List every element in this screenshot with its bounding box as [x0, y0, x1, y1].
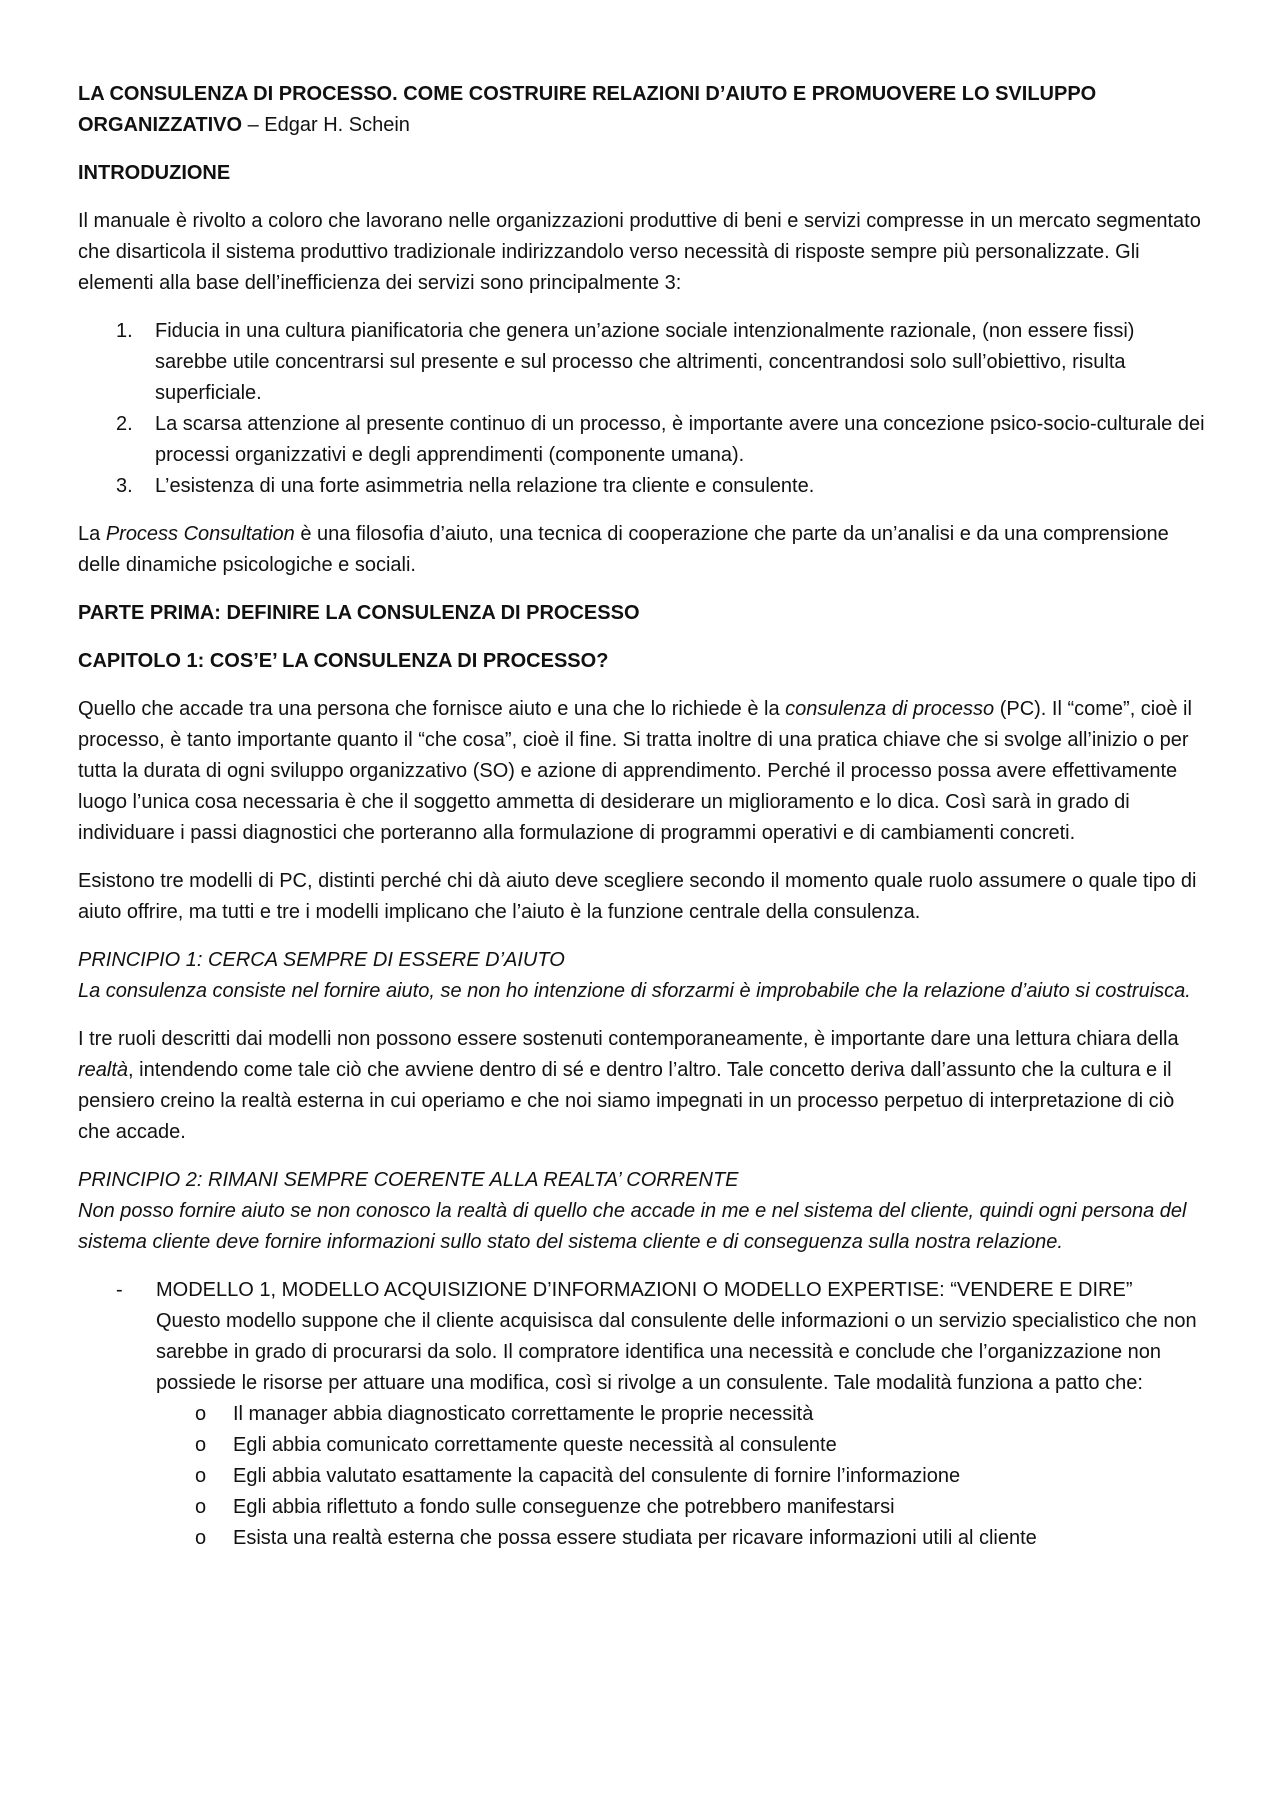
- principle-2-title: PRINCIPIO 2: RIMANI SEMPRE COERENTE ALLA REALTA’ CORRENTE: [78, 1169, 739, 1191]
- heading-parte-prima: PARTE PRIMA: DEFINIRE LA CONSULENZA DI PROCESSO: [78, 602, 640, 624]
- circle-bullet-icon: o: [195, 1434, 207, 1456]
- list-number: 3.: [116, 475, 133, 497]
- condition-item: [156, 1430, 1208, 1461]
- heading-introduzione: INTRODUZIONE: [78, 162, 231, 184]
- realta-term: realtà: [78, 1059, 129, 1081]
- condition-item: [156, 1399, 1208, 1430]
- list-item: [78, 471, 1208, 502]
- model-1-title: MODELLO 1, MODELLO ACQUISIZIONE D’INFORMAZIONI O MODELLO EXPERTISE: “VENDERE E DIRE”: [156, 1279, 1133, 1301]
- model-1-text: Questo modello suppone che il cliente acquisisca dal consulente delle informazioni o un servizio specialistico che non sarebbe in grado di procurarsi da solo. Il compratore identifica una necessità e conclude che l’organizzazione non possiede le risorse per attuare una modifica, così si rivolge a un consulente. Tale modalità funziona a patto che:: [156, 1310, 1197, 1394]
- principle-1: [78, 945, 1208, 1007]
- text-run: è una filosofia d’aiuto, una tecnica di cooperazione che parte da un’analisi e da una comprensione delle dinamiche psicologiche e sociali.: [78, 523, 1169, 576]
- conditions-list: [156, 1399, 1208, 1554]
- models-list: [78, 1275, 1208, 1554]
- text-run: , intendendo come tale ciò che avviene dentro di sé e dentro l’altro. Tale concetto deriva dall’assunto che la cultura e il pensiero creino la realtà esterna in cui operiamo e che noi siamo impegnati in un processo perpetuo di interpretazione di ciò che accade.: [78, 1059, 1175, 1143]
- inefficiency-list: [78, 316, 1208, 502]
- condition-item: [156, 1461, 1208, 1492]
- list-item: [78, 409, 1208, 471]
- chapter-paragraph-1: [78, 694, 1208, 849]
- text-run: (PC). Il “come”, cioè il processo, è tanto importante quanto il “che cosa”, cioè il fine. Si tratta inoltre di una pratica chiave che si svolge all’inizio o per tutta la durata di ogni sviluppo organizzativo (SO) e azione di apprendimento. Perché il processo possa avere effettivamente luogo l’unica cosa necessaria è che il soggetto ammetta di desiderare un miglioramento e lo dica. Così sarà in grado di individuare i passi diagnostici che porteranno alla formulazione di programmi operativi e di cambiamenti concreti.: [78, 698, 1192, 844]
- list-item-text: La scarsa attenzione al presente continuo di un processo, è importante avere una concezione psico-socio-culturale dei processi organizzativi e degli apprendimenti (componente umana).: [155, 413, 1205, 466]
- condition-text: Egli abbia comunicato correttamente queste necessità al consulente: [233, 1434, 837, 1456]
- process-consultation-term: Process Consultation: [105, 523, 295, 545]
- list-number: 1.: [116, 320, 133, 342]
- condition-text: Esista una realtà esterna che possa essere studiata per ricavare informazioni utili al cliente: [233, 1527, 1037, 1549]
- text-run: Quello che accade tra una persona che fornisce aiuto e una che lo richiede è la: [78, 698, 786, 720]
- consulenza-term: consulenza di processo: [785, 698, 995, 720]
- condition-text: Il manager abbia diagnosticato correttamente le proprie necessità: [233, 1403, 814, 1425]
- list-item-text: Fiducia in una cultura pianificatoria che genera un’azione sociale intenzionalmente razionale, (non essere fissi) sarebbe utile concentrarsi sul presente e sul processo che altrimenti, concentrandosi solo sull’obiettivo, risulta superficiale.: [155, 320, 1135, 404]
- list-number: 2.: [116, 413, 133, 435]
- chapter-paragraph-3: [78, 1024, 1208, 1148]
- text-run: I tre ruoli descritti dai modelli non possono essere sostenuti contemporaneamente, è importante dare una lettura chiara della: [78, 1028, 1179, 1050]
- document-title: [78, 79, 1208, 141]
- list-item-text: L’esistenza di una forte asimmetria nella relazione tra cliente e consulente.: [155, 475, 815, 497]
- circle-bullet-icon: o: [195, 1403, 207, 1425]
- principle-2: [78, 1165, 1208, 1258]
- document-body: [78, 79, 1208, 1554]
- intro-paragraph: Il manuale è rivolto a coloro che lavorano nelle organizzazioni produttive di beni e servizi compresse in un mercato segmentato che disarticola il sistema produttivo tradizionale indirizzandolo verso necessità di risposte sempre più personalizzate. Gli elementi alla base dell’inefficienza dei servizi sono principalmente 3:: [78, 210, 1201, 294]
- principle-2-text: Non posso fornire aiuto se non conosco la realtà di quello che accade in me e nel sistema del cliente, quindi ogni persona del sistema cliente deve fornire informazioni sullo stato del sistema cliente e di conseguenza sulla nostra relazione.: [78, 1200, 1187, 1253]
- condition-text: Egli abbia valutato esattamente la capacità del consulente di fornire l’informazione: [233, 1465, 961, 1487]
- principle-1-title: PRINCIPIO 1: CERCA SEMPRE DI ESSERE D’AIUTO: [78, 949, 565, 971]
- circle-bullet-icon: o: [195, 1527, 207, 1549]
- condition-item: [156, 1492, 1208, 1523]
- condition-text: Egli abbia riflettuto a fondo sulle conseguenze che potrebbero manifestarsi: [233, 1496, 895, 1518]
- process-consultation-paragraph: [78, 519, 1208, 581]
- text-run: La: [78, 523, 106, 545]
- condition-item: [156, 1523, 1208, 1554]
- heading-capitolo-1: CAPITOLO 1: COS’E’ LA CONSULENZA DI PROCESSO?: [78, 650, 609, 672]
- title-main: LA CONSULENZA DI PROCESSO. COME COSTRUIRE RELAZIONI D’AIUTO E PROMUOVERE LO SVILUPPO ORGANIZZATIVO: [78, 83, 1097, 136]
- circle-bullet-icon: o: [195, 1465, 207, 1487]
- dash-bullet: -: [116, 1279, 123, 1301]
- circle-bullet-icon: o: [195, 1496, 207, 1518]
- title-author: – Edgar H. Schein: [242, 114, 410, 136]
- list-item: [78, 316, 1208, 409]
- chapter-paragraph-2: Esistono tre modelli di PC, distinti perché chi dà aiuto deve scegliere secondo il momento quale ruolo assumere o quale tipo di aiuto offrire, ma tutti e tre i modelli implicano che l’aiuto è la funzione centrale della consulenza.: [78, 870, 1197, 923]
- model-1-item: [78, 1275, 1208, 1554]
- principle-1-text: La consulenza consiste nel fornire aiuto, se non ho intenzione di sforzarmi è improbabile che la relazione d’aiuto si costruisca.: [78, 980, 1191, 1002]
